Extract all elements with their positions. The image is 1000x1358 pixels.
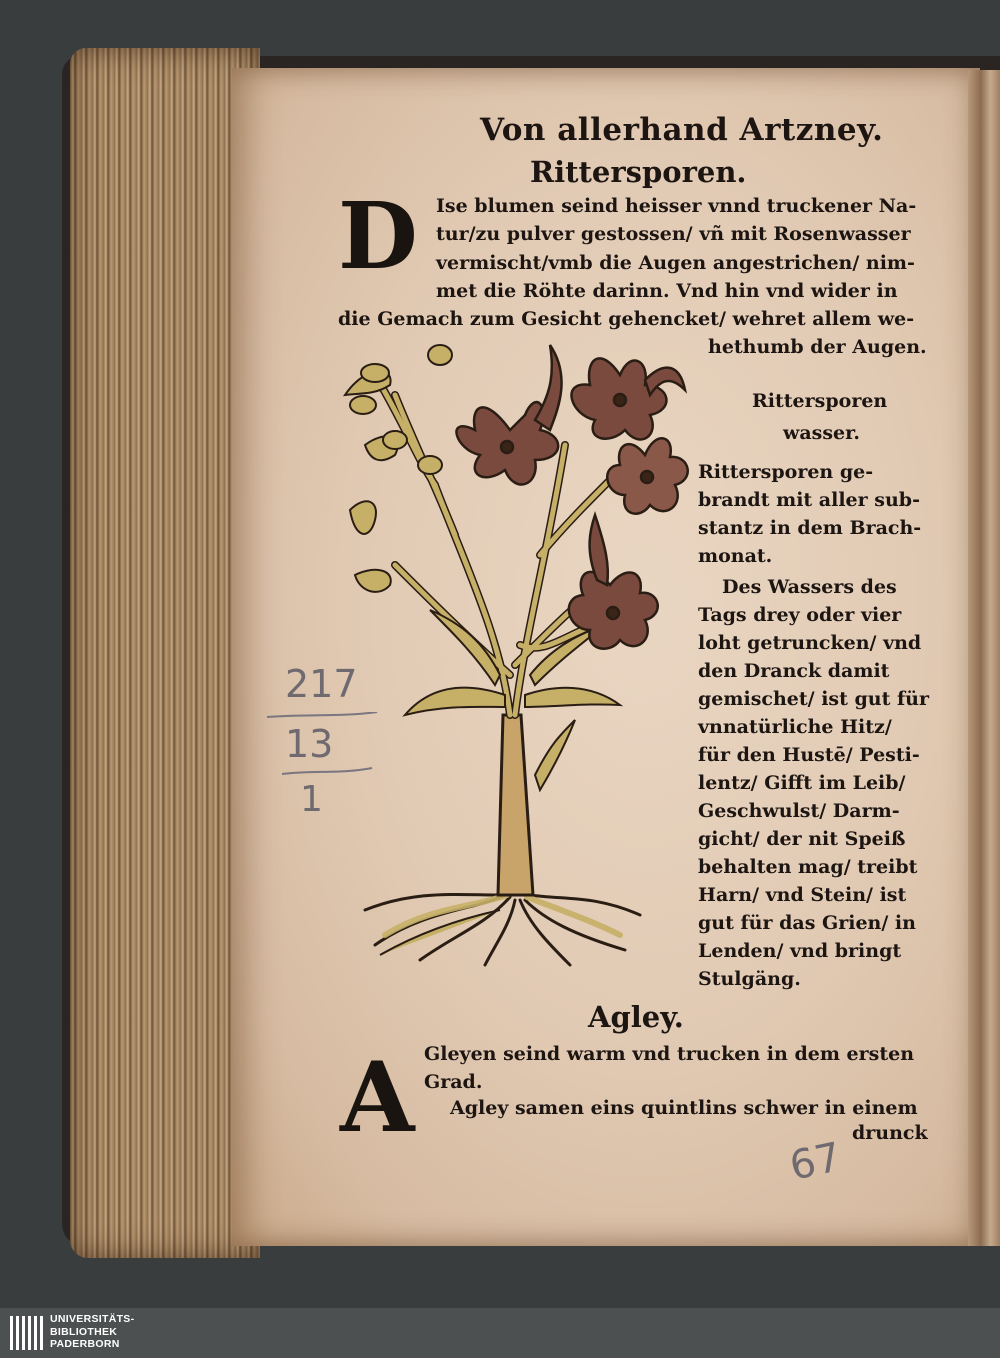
- library-name: [50, 1313, 134, 1351]
- drop-cap-a: A: [340, 1041, 415, 1154]
- text-line: tur/zu pulver gestossen/ vñ mit Rosenwasser: [436, 223, 911, 245]
- delphinium-woodcut: [335, 335, 695, 975]
- text-line: vnnatürliche Hitz/: [698, 716, 892, 738]
- text-line: Grad.: [424, 1071, 483, 1093]
- text-line: lentz/ Gifft im Leib/: [698, 772, 906, 794]
- text-line: für den Hustē/ Pesti-: [698, 744, 920, 766]
- text-line: met die Röhte darinn. Vnd hin vnd wider in: [436, 280, 898, 302]
- handwritten-shelfmark-line: 13: [285, 722, 334, 766]
- plant-flowers: [456, 345, 687, 649]
- text-line: Lenden/ vnd bringt: [698, 940, 902, 962]
- text-line: stantz in dem Brach-: [698, 517, 922, 539]
- library-logo-icon: [8, 1312, 48, 1354]
- running-head: Von allerhand Artzney.: [480, 112, 884, 148]
- text-line: die Gemach zum Gesicht gehencket/ wehret allem we-: [338, 308, 915, 330]
- flower-spur: [535, 345, 562, 430]
- flower-center: [641, 471, 653, 483]
- text-line: den Dranck damit: [698, 660, 890, 682]
- flower-center: [607, 607, 619, 619]
- text-line: Harn/ vnd Stein/ ist: [698, 884, 907, 906]
- book-gutter: [968, 70, 1000, 1246]
- handwritten-shelfmark-line: 1: [300, 779, 323, 820]
- subtitle-line: Rittersporen: [752, 390, 888, 412]
- subtitle-line: wasser.: [783, 422, 861, 444]
- text-line: Stulgäng.: [698, 968, 801, 990]
- plant-stem: [498, 715, 533, 895]
- drop-cap-d: D: [338, 182, 418, 290]
- text-line: hethumb der Augen.: [708, 336, 927, 358]
- flower-center: [501, 441, 513, 453]
- text-line: Ise blumen seind heisser vnnd truckener Na-: [436, 195, 917, 217]
- library-name-line: PADERBORN: [50, 1338, 120, 1350]
- library-name-line: BIBLIOTHEK: [50, 1325, 118, 1338]
- handwritten-folio-note: 67: [785, 1134, 846, 1190]
- catchword: drunck: [852, 1122, 928, 1144]
- text-line: brandt mit aller sub-: [698, 489, 920, 511]
- section-title-rittersporen: Rittersporen.: [530, 155, 747, 189]
- text-line: behalten mag/ treibt: [698, 856, 918, 878]
- text-line: Des Wassers des: [722, 576, 897, 598]
- library-name-line: UNIVERSITÄTS-: [50, 1313, 135, 1325]
- text-line: Geschwulst/ Darm-: [698, 800, 900, 822]
- text-line: Agley samen eins quintlins schwer in einem: [450, 1097, 918, 1119]
- flower-center: [614, 394, 626, 406]
- text-line: gemischet/ ist gut für: [698, 688, 929, 710]
- text-line: Gleyen seind warm vnd trucken in dem ersten: [424, 1043, 915, 1065]
- text-line: loht getruncken/ vnd: [698, 632, 922, 654]
- text-line: vermischt/vmb die Augen angestrichen/ nim-: [436, 252, 915, 274]
- text-line: Tags drey oder vier: [698, 604, 902, 626]
- text-line: monat.: [698, 545, 773, 567]
- text-line: gicht/ der nit Speiß: [698, 828, 906, 850]
- text-line: Rittersporen ge-: [698, 461, 874, 483]
- flower-spur: [645, 368, 685, 395]
- section-title-agley: Agley.: [588, 1000, 684, 1034]
- plant-roots: [365, 894, 640, 965]
- library-footer: [0, 1308, 1000, 1358]
- text-line: gut für das Grien/ in: [698, 912, 916, 934]
- handwritten-shelfmark-line: 217: [285, 662, 358, 706]
